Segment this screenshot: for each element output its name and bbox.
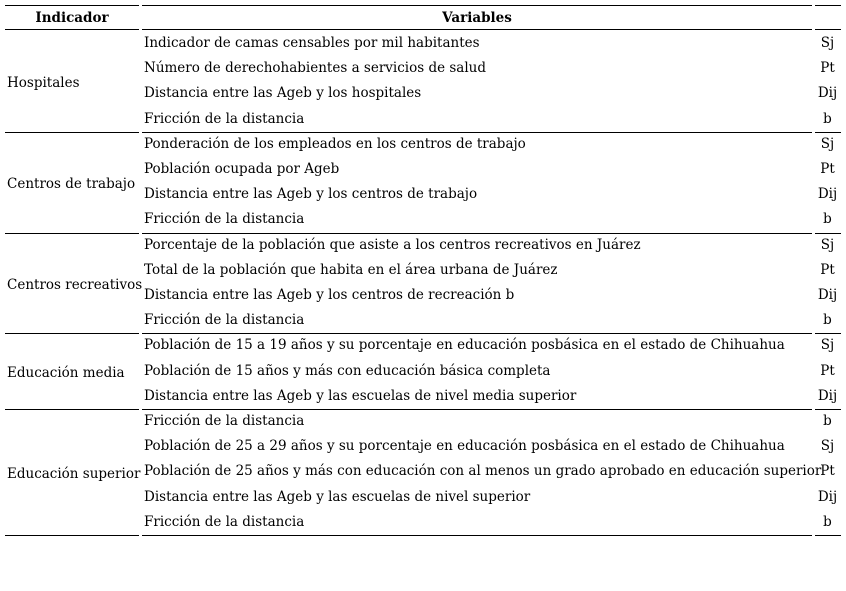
symbol-cell: Dij [817, 85, 838, 102]
variable-cell: Fricción de la distancia [144, 110, 305, 127]
header-variables: Variables [442, 10, 512, 26]
symbol-cell: Sj [820, 135, 835, 152]
symbol-cell: Pt [820, 161, 835, 177]
variable-cell: Fricción de la distancia [144, 211, 305, 228]
variable-cell: Fricción de la distancia [144, 413, 305, 429]
group-rule-variables [142, 535, 812, 536]
variable-cell: Fricción de la distancia [144, 513, 305, 530]
symbol-cell: Pt [820, 362, 835, 379]
indicator-cell: Centros recreativos [7, 277, 143, 293]
header-bottom-rule-indicator [5, 29, 139, 30]
symbol-cell: Sj [820, 35, 835, 51]
indicator-cell: Hospitales [7, 75, 80, 92]
header-top-rule-indicator [5, 5, 139, 6]
variable-cell: Ponderación de los empleados en los centros de trabajo [144, 135, 526, 152]
header-indicator: Indicador [35, 10, 109, 26]
symbol-cell: Dij [817, 488, 838, 505]
symbol-cell: Pt [820, 60, 835, 77]
variable-cell: Fricción de la distancia [144, 312, 305, 329]
variable-cell: Población de 15 a 19 años y su porcentaje en educación posbásica en el estado de Chihuahua [144, 337, 785, 354]
variable-cell: Indicador de camas censables por mil habitantes [144, 35, 480, 51]
group-rule-indicator [5, 333, 139, 334]
header-bottom-rule-symbol [815, 29, 841, 30]
header-top-rule-symbol [815, 5, 841, 6]
symbol-cell: Pt [820, 261, 835, 278]
variable-cell: Porcentaje de la población que asiste a los centros recreativos en Juárez [144, 236, 641, 253]
group-rule-symbol [815, 333, 841, 334]
symbol-cell: b [823, 312, 832, 329]
group-rule-indicator [5, 233, 139, 234]
variable-cell: Población de 25 a 29 años y su porcentaje en educación posbásica en el estado de Chihuahua [144, 438, 785, 455]
symbol-cell: b [823, 211, 832, 228]
symbol-cell: Dij [817, 287, 838, 303]
symbol-cell: Sj [820, 337, 835, 354]
variable-cell: Distancia entre las Ageb y las escuelas de nivel media superior [144, 387, 577, 404]
header-top-rule-variables [142, 5, 812, 6]
symbol-cell: Dij [817, 387, 838, 404]
group-rule-indicator [5, 535, 139, 536]
variable-cell: Población de 15 años y más con educación básica completa [144, 362, 551, 379]
variable-cell: Distancia entre las Ageb y las escuelas de nivel superior [144, 488, 531, 505]
variable-cell: Número de derechohabientes a servicios de salud [144, 60, 487, 77]
variable-cell: Población ocupada por Ageb [144, 161, 340, 177]
variable-cell: Población de 25 años y más con educación con al menos un grado aprobado en educación superior [144, 463, 822, 480]
header-bottom-rule-variables [142, 29, 812, 30]
variable-cell: Distancia entre las Ageb y los hospitales [144, 85, 422, 102]
indicator-cell: Educación media [7, 365, 125, 382]
group-rule-symbol [815, 535, 841, 536]
group-rule-indicator [5, 132, 139, 133]
symbol-cell: Sj [820, 236, 835, 253]
symbol-cell: b [823, 110, 832, 127]
group-rule-indicator [5, 409, 139, 410]
group-rule-variables [142, 333, 812, 334]
symbol-cell: b [823, 513, 832, 530]
symbol-cell: Pt [820, 463, 835, 480]
group-rule-symbol [815, 409, 841, 410]
indicator-cell: Educación superior [7, 466, 141, 482]
variable-cell: Distancia entre las Ageb y los centros de trabajo [144, 186, 478, 203]
symbol-cell: b [823, 413, 832, 429]
variable-cell: Distancia entre las Ageb y los centros de recreación b [144, 287, 515, 303]
symbol-cell: Dij [817, 186, 838, 203]
variable-cell: Total de la población que habita en el área urbana de Juárez [144, 261, 558, 278]
group-rule-variables [142, 409, 812, 410]
symbol-cell: Sj [820, 438, 835, 455]
indicator-cell: Centros de trabajo [7, 176, 136, 193]
